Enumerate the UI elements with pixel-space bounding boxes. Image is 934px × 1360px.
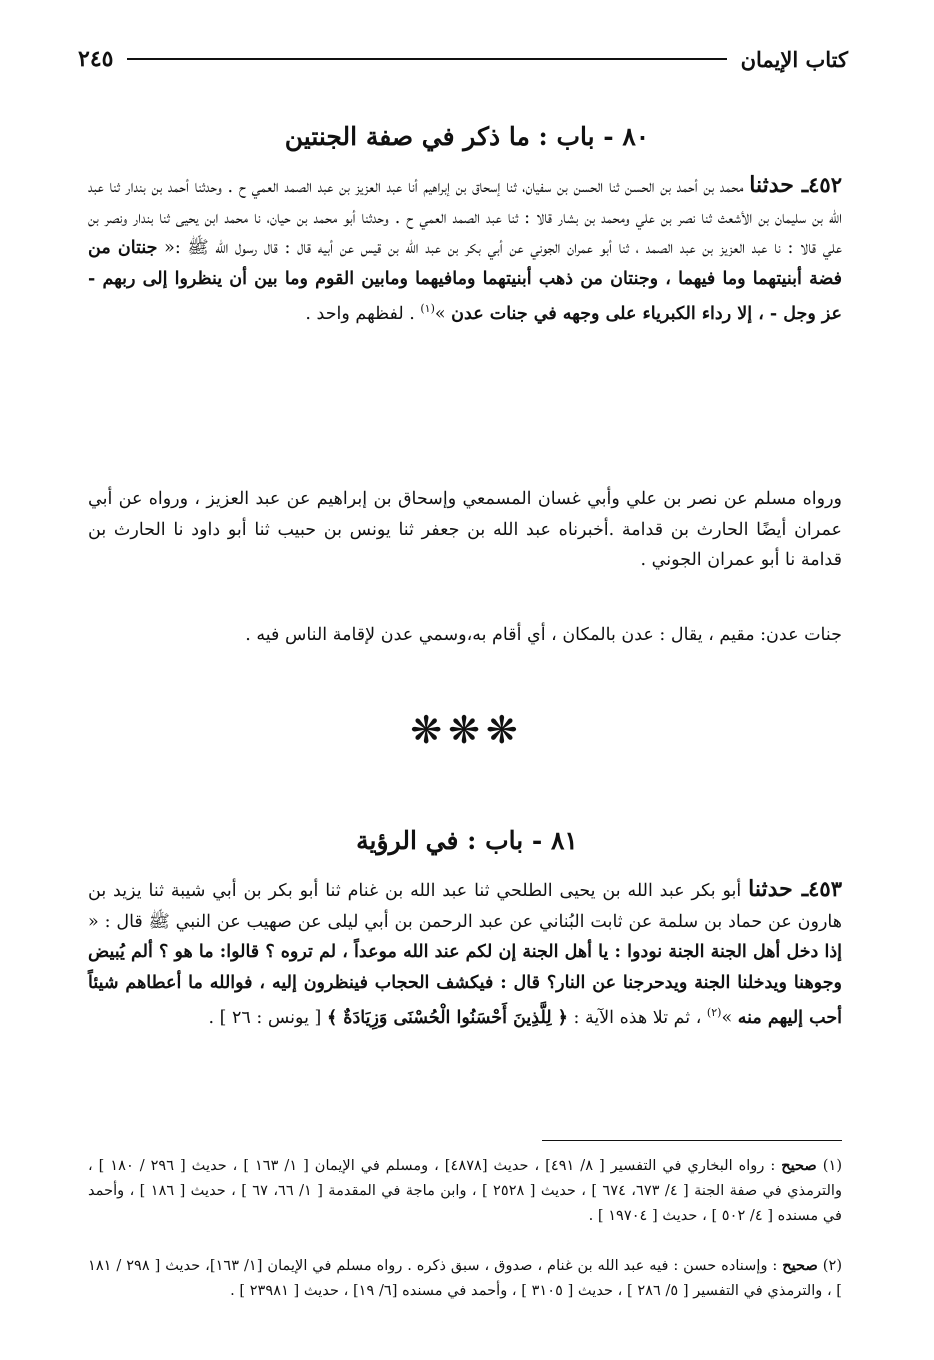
hadith-tail: ، ثم تلا هذه الآية : — [567, 1008, 707, 1029]
ayah-reference: [ يونس : ٢٦ ] . — [208, 1008, 322, 1029]
footnote-1 — [88, 1154, 842, 1228]
footnote-ref-2: (٢) — [706, 1006, 722, 1020]
hadith-tail: . لفظهم واحد . — [305, 304, 421, 325]
footnote-grade: صحيح — [781, 1157, 817, 1174]
footnote-text: : رواه البخاري في التفسير [ ٨/ ٤٩١] ، حديث [٤٨٧٨] ، ومسلم في الإيمان [ ١/ ١٦٣ ] ، حديث [ ٢٩٦ / ١٨٠ ] ، والترمذي في صفة الجنة [ ٤/ ٦٧٣، ٦٧٤ ] ، حديث [ ٢٥٢٨ ] ، وابن ماجة في المقدمة [ ١/ ٦٦، ٦٧ ] ، حديث [ ١٨٦ ] ، وأحمد في مسنده [ ٤/ ٥٠٢ ] ، حديث [ ١٩٧٠٤ ] . — [88, 1157, 842, 1224]
footnote-marker: (٢) — [822, 1257, 843, 1274]
hadith-keyword: ـ حدثنا — [749, 172, 809, 198]
footnote-marker: (١) — [822, 1157, 843, 1174]
chapter-80-title: ٨٠ - باب : ما ذكر في صفة الجنتين — [284, 122, 650, 151]
hadith-keyword: ـ حدثنا — [748, 876, 809, 902]
hadith-closing: » — [721, 1008, 738, 1029]
hadith-number: ٤٥٢ — [808, 172, 842, 197]
section-separator: ❋❋❋ — [410, 708, 524, 752]
footnote-grade: صحيح — [782, 1257, 818, 1274]
hadith-matn: جنتان من فضة أبنيتهما وما فيهما ، وجنتان من ذهب أبنيتهما ومافيهما ومابين القوم وما بين أن ينظروا إلى ربهم - عز وجل - ، إلا رداء الكبرياء على وجهه في جنات عدن — [88, 238, 842, 325]
footnote-text: : وإسناده حسن : فيه عبد الله بن غنام ، صدوق ، سبق ذكره . رواه مسلم في الإيمان [١/ ١٦٣]، حديث [ ٢٩٨ / ١٨١ ] ، والترمذي في التفسير [ ٥/ ٢٨٦ ] ، حديث [ ٣١٠٥ ] ، وأحمد في مسنده [٦/ ١٩] ، حديث [ ٢٣٩٨١ ] . — [88, 1257, 842, 1299]
hadith-453 — [88, 874, 842, 1034]
paragraph-muslim-narration: ورواه مسلم عن نصر بن علي وأبي غسان المسمعي وإسحاق بن إبراهيم عن عبد العزيز ، ورواه عن أبي عمران أيضًا الحارث بن قدامة .أخبرناه عبد الله بن جعفر ثنا يونس بن حبيب ثنا أبو داود نا الحارث بن قدامة نا أبو عمران الجوني . — [88, 489, 842, 571]
hadith-452 — [88, 170, 842, 330]
quran-ayah: ﴿ لِلَّذِينَ أَحْسَنُوا الْحُسْنَى وَزِيَادَةٌ ﴾ — [326, 1008, 568, 1029]
footnote-divider — [542, 1140, 842, 1141]
header-rule — [127, 58, 726, 60]
hadith-isnad: محمد بن أحمد بن الحسن ثنا الحسن بن سفيان، ثنا إسحاق بن إبراهيم أنا عبد العزيز بن عبد الصمد العمي ح . وحدثنا أحمد بن بندار ثنا عبد الله بن سليمان بن الأشعث ثنا نصر بن علي ومحمد بن بشار قالا : ثنا عبد الصمد العمي ح . وحدثنا أبو محمد بن حيان، نا محمد ابن يحيى ثنا بندار ونصر بن علي قالا : نا عبد العزيز بن عبد الصمد ، ثنا أبو عمران الجوني عن أبي بكر بن عبد الله بن قيس عن أبيه قال : قال رسول الله ﷺ :« — [88, 177, 842, 259]
chapter-81-title: ٨١ - باب : في الرؤية — [356, 826, 578, 855]
running-header — [78, 42, 848, 76]
hadith-isnad: أبو بكر عبد الله بن يحيى الطلحي ثنا عبد الله بن غنام ثنا أبو بكر بن أبي شيبة ثنا يزيد بن هارون عن حماد بن سلمة عن ثابت البُناني عن عبد الرحمن بن أبي ليلى عن صهيب عن النبي ﷺ قال : « — [88, 881, 842, 932]
paragraph-definition: جنات عدن: مقيم ، يقال : عدن بالمكان ، أي أقام به،وسمي عدن لإقامة الناس فيه . — [245, 625, 842, 645]
footnote-2 — [88, 1254, 842, 1304]
book-title: كتاب الإيمان — [740, 46, 848, 72]
hadith-matn: إذا دخل أهل الجنة الجنة نودوا : يا أهل الجنة إن لكم عند الله موعداً ، لم تروه ؟ قالوا: ما هو ؟ ألم يُبيض وجوهنا ويدخلنا الجنة ويدحرجنا عن النار؟ قال : فيكشف الحجاب فينظرون إليه ، فوالله ما أعطاهم شيئاً أحب إليهم منه — [88, 942, 842, 1029]
hadith-closing: » — [434, 304, 452, 325]
page-number: ٢٤٥ — [78, 46, 114, 72]
footnote-ref-1: (١) — [420, 302, 435, 316]
hadith-number: ٤٥٣ — [808, 876, 842, 901]
